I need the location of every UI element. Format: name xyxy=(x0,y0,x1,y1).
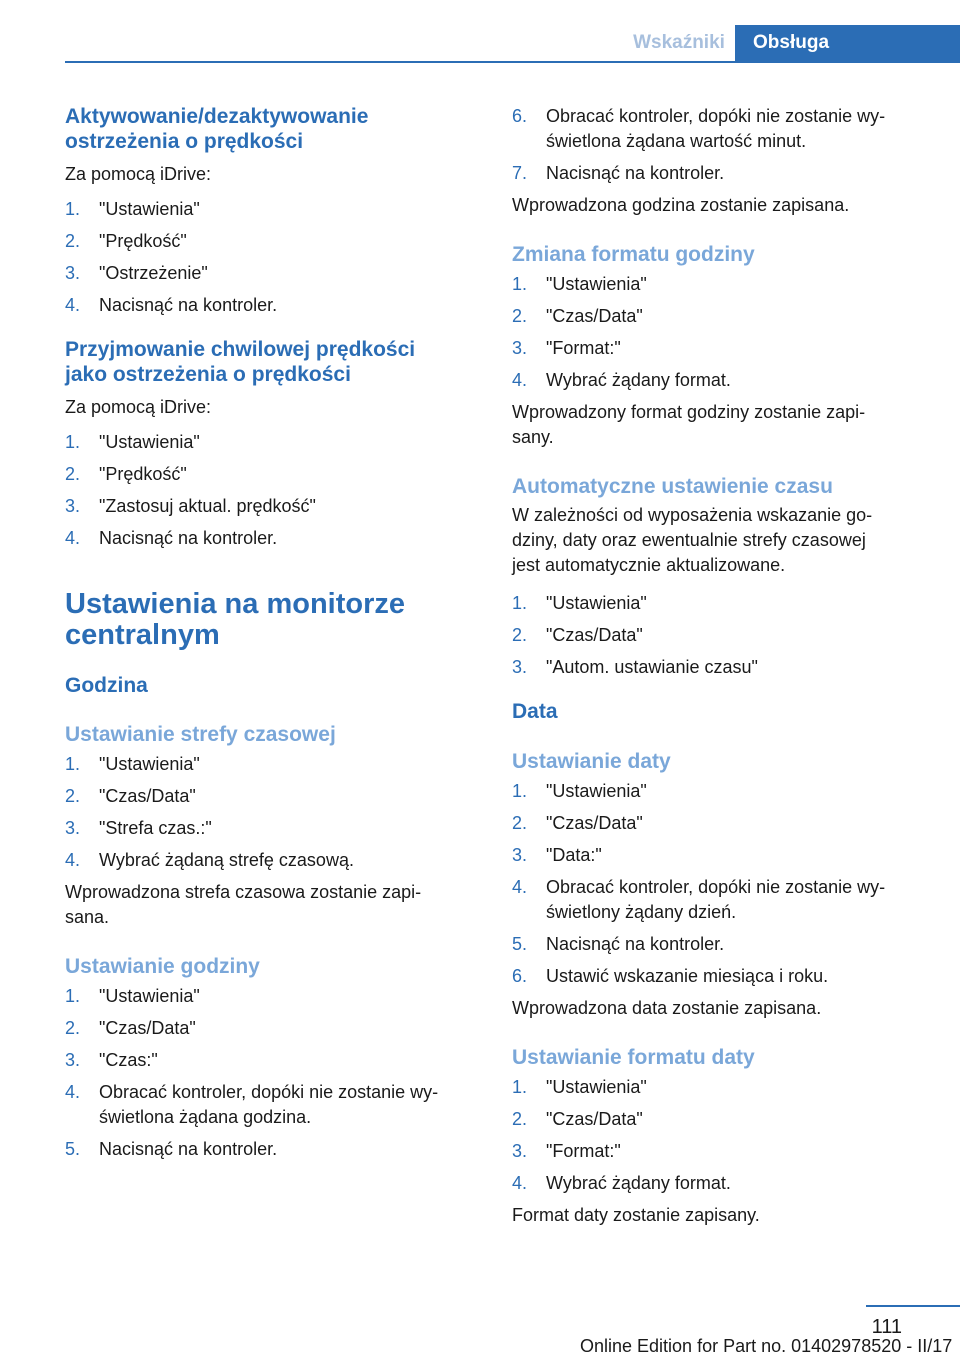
title-line: jako ostrzeżenia o prędkości xyxy=(65,363,351,386)
steps-list xyxy=(512,1075,924,1196)
step-text: Nacisnąć na kontroler. xyxy=(99,1139,278,1159)
intro-text: Za pomocą iDrive: xyxy=(65,164,212,184)
step-number: 2. xyxy=(65,231,81,251)
step-number: 4. xyxy=(65,528,81,548)
result-text: Format daty zostanie zapisany. xyxy=(512,1205,760,1225)
step-number: 2. xyxy=(512,625,528,645)
list-item xyxy=(512,591,924,616)
subchapter-godzina: Godzina xyxy=(65,674,148,697)
text-line: sany. xyxy=(512,427,554,447)
step-number: 1. xyxy=(65,986,81,1006)
step-number: 4. xyxy=(65,850,81,870)
chapter-title xyxy=(65,589,477,651)
step-text-cont: świetlony żądany dzień. xyxy=(546,902,737,922)
steps-list xyxy=(65,984,477,1162)
step-text: "Strefa czas.:" xyxy=(99,818,212,838)
steps-list xyxy=(512,272,924,393)
step-number: 1. xyxy=(65,432,81,452)
step-number: 1. xyxy=(512,593,528,613)
step-text: "Data:" xyxy=(546,845,602,865)
list-item xyxy=(512,336,924,361)
step-number: 3. xyxy=(512,845,528,865)
step-text: "Zastosuj aktual. prędkość" xyxy=(99,496,316,516)
list-item xyxy=(65,261,477,286)
list-item xyxy=(65,784,477,809)
list-item xyxy=(65,229,477,254)
list-item xyxy=(512,964,924,989)
tab-obsluga[interactable]: Obsługa xyxy=(735,25,960,61)
step-text: Obracać kontroler, dopóki nie zostanie wy- xyxy=(546,106,886,126)
subchapter-data: Data xyxy=(512,700,558,723)
list-item xyxy=(65,752,477,777)
step-text: "Czas/Data" xyxy=(546,813,643,833)
footer-rule xyxy=(866,1305,960,1307)
header-tabs xyxy=(623,25,960,61)
step-number: 3. xyxy=(512,1141,528,1161)
list-item xyxy=(65,848,477,873)
step-number: 4. xyxy=(65,295,81,315)
list-item xyxy=(65,462,477,487)
list-item xyxy=(65,1080,477,1130)
text-line: dziny, daty oraz ewentualnie strefy czasowej xyxy=(512,530,866,550)
step-number: 6. xyxy=(512,966,528,986)
edition-text: Online Edition for Part no. 01402978520 - II/17 xyxy=(580,1336,953,1356)
list-item xyxy=(512,1075,924,1100)
step-text: "Format:" xyxy=(546,338,621,358)
list-item xyxy=(512,272,924,297)
intro-text xyxy=(512,503,924,578)
step-number: 5. xyxy=(65,1139,81,1159)
step-text: Nacisnąć na kontroler. xyxy=(99,528,278,548)
step-number: 1. xyxy=(65,754,81,774)
step-text: "Format:" xyxy=(546,1141,621,1161)
section-date-format xyxy=(512,1045,924,1228)
step-number: 4. xyxy=(512,877,528,897)
step-text: Wybrać żądaną strefę czasową. xyxy=(99,850,354,870)
title-line: Przyjmowanie chwilowej prędkości xyxy=(65,338,416,361)
title-line: Aktywowanie/dezaktywowanie xyxy=(65,105,369,128)
section-warning-toggle xyxy=(65,104,477,318)
page-number: 111 xyxy=(871,1316,902,1338)
steps-list xyxy=(512,104,924,186)
step-number: 1. xyxy=(512,1077,528,1097)
list-item xyxy=(512,932,924,957)
step-text: "Autom. ustawianie czasu" xyxy=(546,657,758,677)
list-item xyxy=(512,304,924,329)
list-item xyxy=(512,1139,924,1164)
step-text: Nacisnąć na kontroler. xyxy=(99,295,278,315)
step-text: Nacisnąć na kontroler. xyxy=(546,163,725,183)
step-text: "Ustawienia" xyxy=(546,1077,647,1097)
step-number: 3. xyxy=(65,1050,81,1070)
section-adopt-speed xyxy=(65,337,477,551)
step-text-cont: świetlona żądana godzina. xyxy=(99,1107,312,1127)
steps-list xyxy=(512,591,924,680)
list-item xyxy=(65,430,477,455)
step-text: "Ostrzeżenie" xyxy=(99,263,208,283)
list-item xyxy=(512,875,924,925)
section-title: Ustawianie godziny xyxy=(65,955,260,978)
text-line: jest automatycznie aktualizowane. xyxy=(512,555,786,575)
steps-list xyxy=(65,430,477,551)
step-number: 2. xyxy=(512,306,528,326)
list-item xyxy=(512,1107,924,1132)
step-text-cont: świetlona żądana wartość minut. xyxy=(546,131,807,151)
title-line: Ustawienia na monitorze xyxy=(65,588,406,620)
step-text: "Czas/Data" xyxy=(99,786,196,806)
list-item xyxy=(65,494,477,519)
step-text: "Czas/Data" xyxy=(546,306,643,326)
left-column xyxy=(65,104,477,1169)
tab-wskazniki[interactable]: Wskaźniki xyxy=(623,25,735,61)
step-number: 2. xyxy=(65,1018,81,1038)
step-number: 2. xyxy=(65,786,81,806)
step-number: 3. xyxy=(65,818,81,838)
step-text: "Ustawienia" xyxy=(546,274,647,294)
step-text: Obracać kontroler, dopóki nie zostanie wy- xyxy=(546,877,886,897)
text-line: sana. xyxy=(65,907,110,927)
steps-list xyxy=(65,197,477,318)
step-text: Wybrać żądany format. xyxy=(546,1173,731,1193)
step-text: "Ustawienia" xyxy=(99,986,200,1006)
list-item xyxy=(65,1048,477,1073)
section-set-time xyxy=(65,954,477,1162)
step-number: 4. xyxy=(65,1082,81,1102)
right-column xyxy=(512,104,924,1228)
section-auto-time xyxy=(512,474,924,680)
step-number: 2. xyxy=(512,813,528,833)
step-number: 1. xyxy=(65,199,81,219)
section-time-format xyxy=(512,242,924,450)
list-item xyxy=(512,655,924,680)
title-line: ostrzeżenia o prędkości xyxy=(65,130,304,153)
step-text: "Ustawienia" xyxy=(99,432,200,452)
step-number: 3. xyxy=(512,657,528,677)
section-title xyxy=(65,337,477,387)
step-text: "Czas/Data" xyxy=(546,625,643,645)
step-text: "Czas:" xyxy=(99,1050,158,1070)
step-number: 2. xyxy=(512,1109,528,1129)
step-number: 1. xyxy=(512,781,528,801)
result-text xyxy=(512,400,924,450)
list-item xyxy=(65,526,477,551)
title-line: centralnym xyxy=(65,619,220,651)
list-item xyxy=(65,1016,477,1041)
section-timezone xyxy=(65,722,477,930)
list-item xyxy=(65,197,477,222)
list-item xyxy=(512,811,924,836)
step-text: Nacisnąć na kontroler. xyxy=(546,934,725,954)
steps-list xyxy=(512,779,924,989)
step-number: 3. xyxy=(65,496,81,516)
result-text xyxy=(65,880,477,930)
list-item xyxy=(512,104,924,154)
section-set-date xyxy=(512,749,924,1021)
section-set-time-cont xyxy=(512,104,924,218)
result-text: Wprowadzona data zostanie zapisana. xyxy=(512,998,822,1018)
list-item xyxy=(512,368,924,393)
section-title: Ustawianie strefy czasowej xyxy=(65,723,336,746)
list-item xyxy=(512,779,924,804)
list-item xyxy=(65,984,477,1009)
step-text: Ustawić wskazanie miesiąca i roku. xyxy=(546,966,829,986)
list-item xyxy=(512,623,924,648)
list-item xyxy=(65,1137,477,1162)
step-text: "Ustawienia" xyxy=(546,593,647,613)
step-number: 7. xyxy=(512,163,528,183)
section-title: Ustawianie daty xyxy=(512,750,671,773)
step-number: 1. xyxy=(512,274,528,294)
list-item xyxy=(65,816,477,841)
section-title: Zmiana formatu godziny xyxy=(512,243,755,266)
intro-text: Za pomocą iDrive: xyxy=(65,397,212,417)
section-title: Automatyczne ustawienie czasu xyxy=(512,475,833,498)
step-text: "Ustawienia" xyxy=(99,199,200,219)
steps-list xyxy=(65,752,477,873)
header-rule xyxy=(65,61,960,63)
step-number: 3. xyxy=(512,338,528,358)
step-text: "Ustawienia" xyxy=(99,754,200,774)
text-line: Wprowadzony format godziny zostanie zapi- xyxy=(512,402,866,422)
list-item xyxy=(512,843,924,868)
list-item xyxy=(512,161,924,186)
step-number: 4. xyxy=(512,1173,528,1193)
step-number: 2. xyxy=(65,464,81,484)
step-text: "Ustawienia" xyxy=(546,781,647,801)
step-number: 4. xyxy=(512,370,528,390)
step-text: "Czas/Data" xyxy=(99,1018,196,1038)
step-text: Obracać kontroler, dopóki nie zostanie wy- xyxy=(99,1082,439,1102)
result-text: Wprowadzona godzina zostanie zapisana. xyxy=(512,195,850,215)
step-number: 6. xyxy=(512,106,528,126)
step-text: "Czas/Data" xyxy=(546,1109,643,1129)
step-number: 5. xyxy=(512,934,528,954)
list-item xyxy=(512,1171,924,1196)
section-title xyxy=(65,104,477,154)
list-item xyxy=(65,293,477,318)
step-number: 3. xyxy=(65,263,81,283)
text-line: W zależności od wyposażenia wskazanie go- xyxy=(512,505,873,525)
step-text: "Prędkość" xyxy=(99,231,187,251)
text-line: Wprowadzona strefa czasowa zostanie zapi- xyxy=(65,882,422,902)
step-text: "Prędkość" xyxy=(99,464,187,484)
step-text: Wybrać żądany format. xyxy=(546,370,731,390)
section-title: Ustawianie formatu daty xyxy=(512,1046,755,1069)
